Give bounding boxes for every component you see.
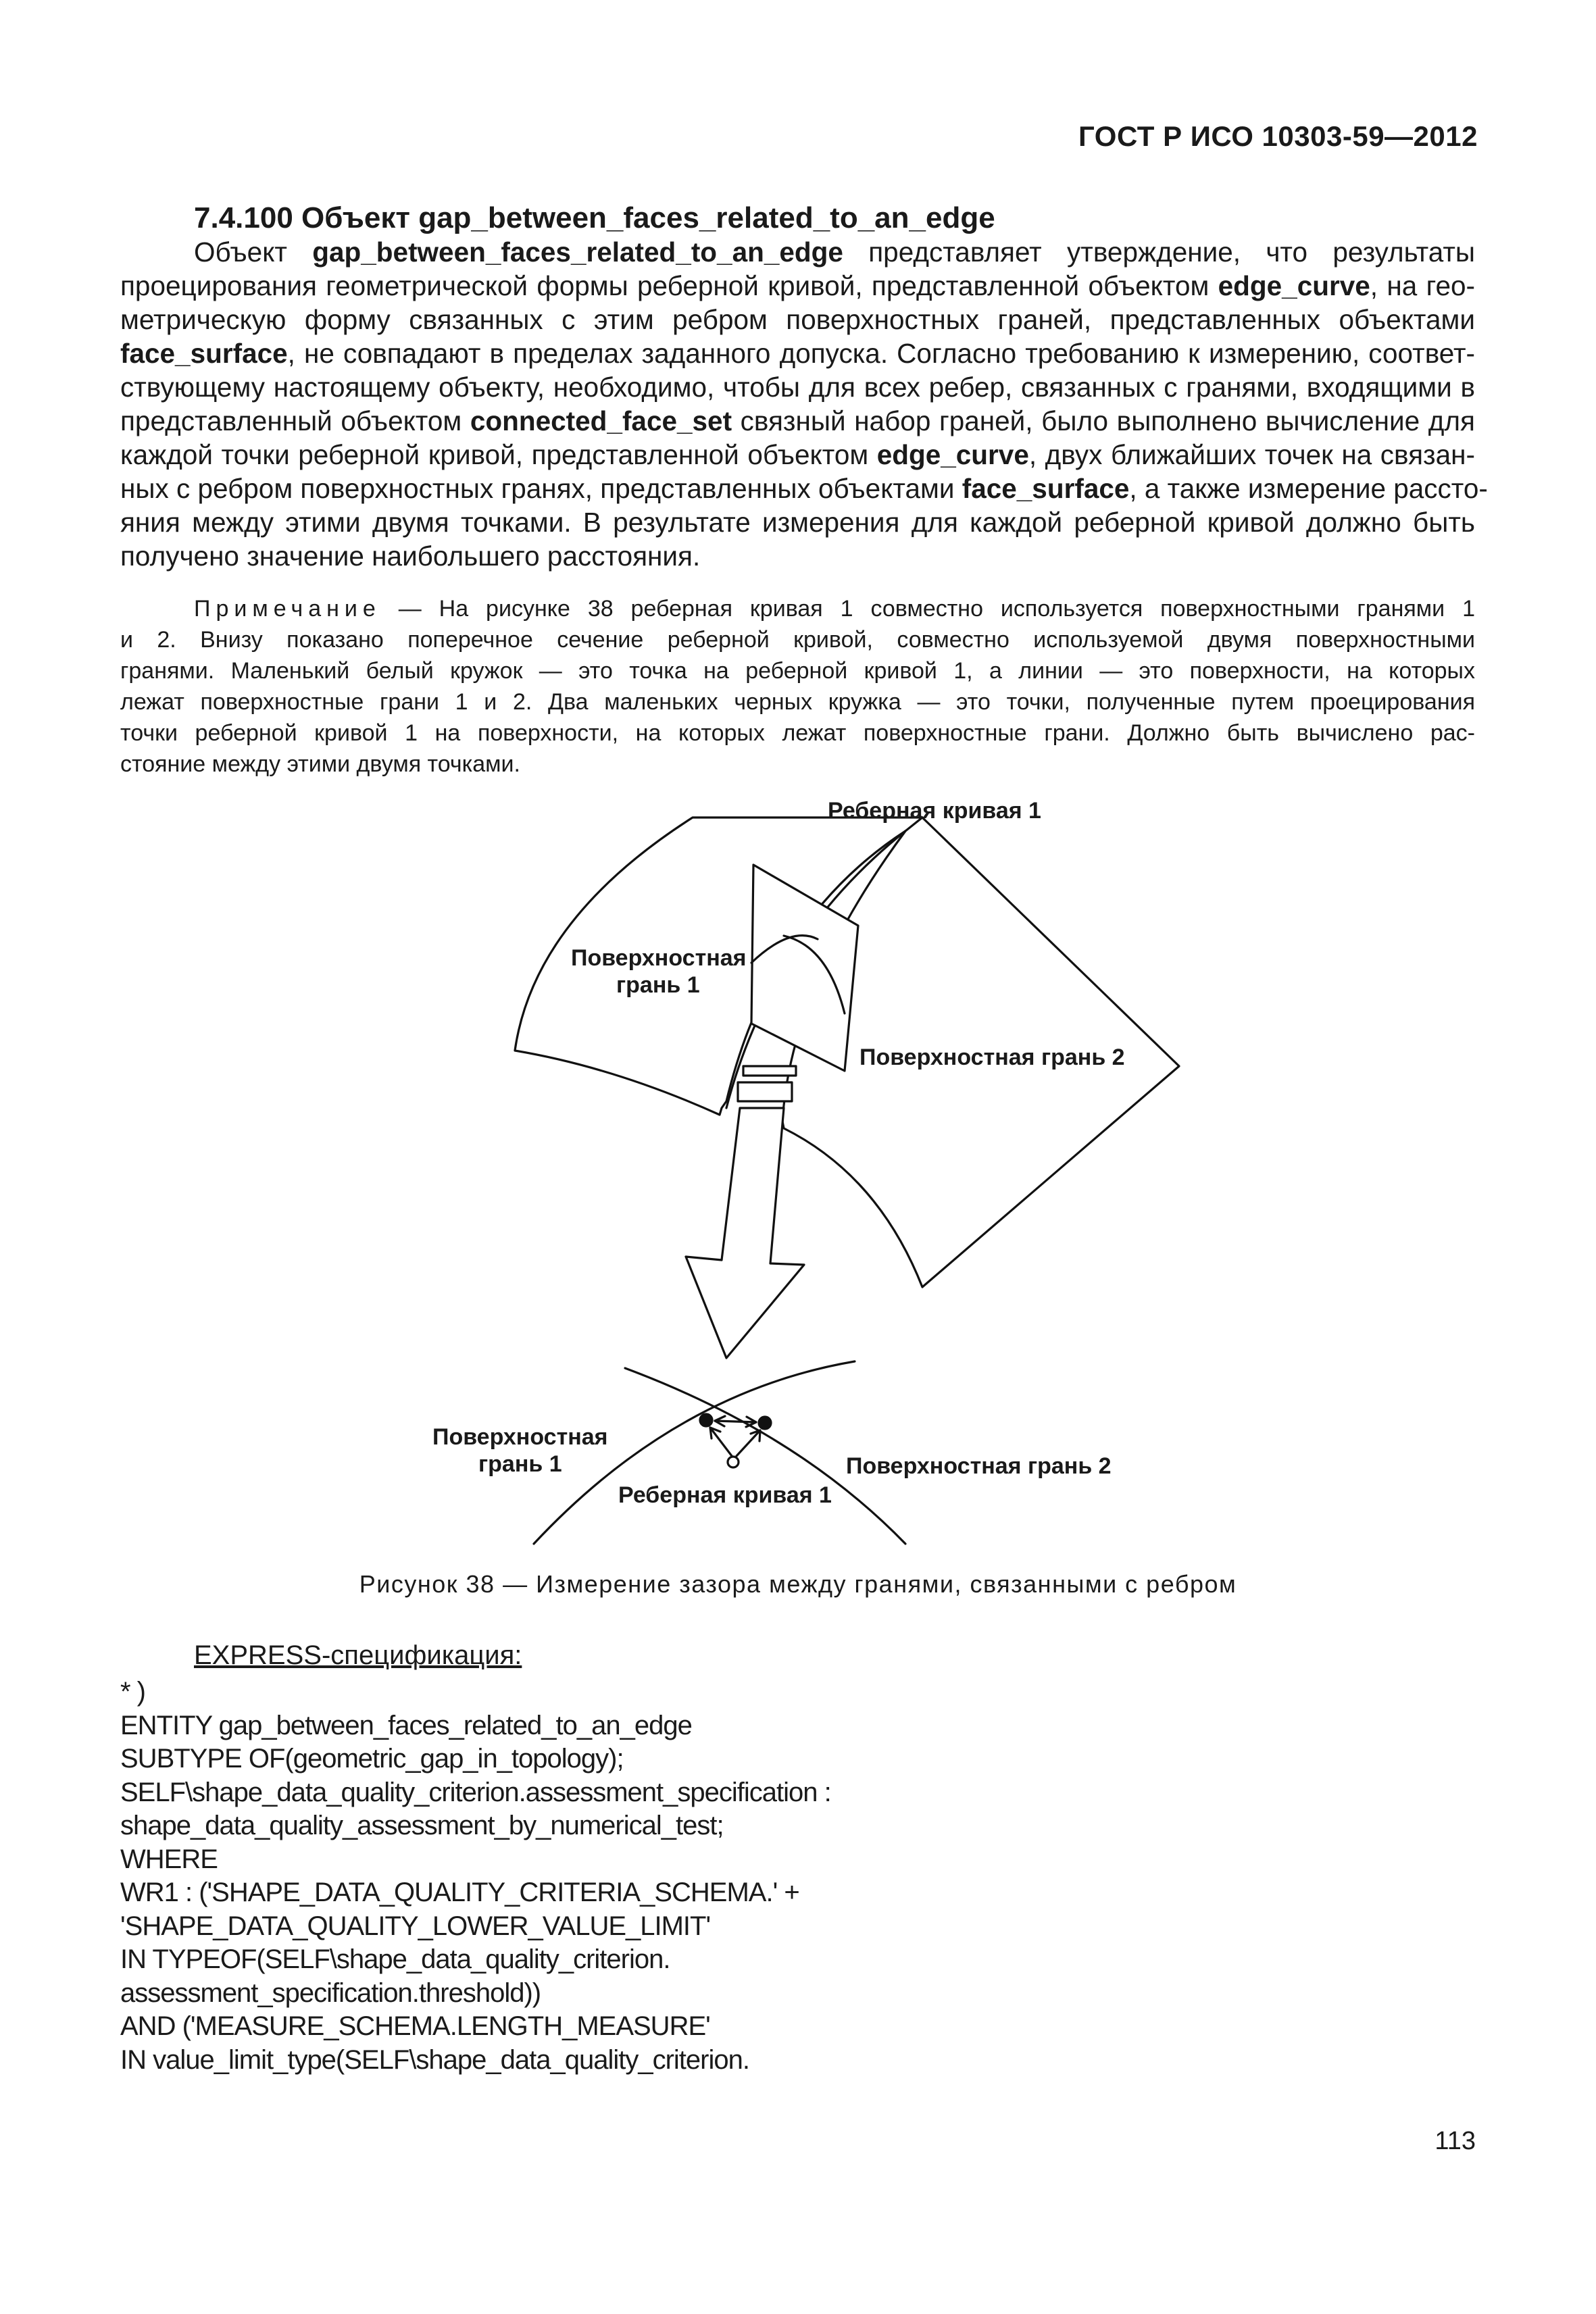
text-run: связный набор граней, было выполнено вычисление для [732,405,1475,436]
distance-arrow [715,1421,756,1422]
text-run: , не совпадают в пределах заданного допуска. Согласно требованию к измерению, соответ- [287,338,1475,369]
projected-point-right [759,1417,771,1429]
note-text: лежат поверхностные грани 1 и 2. Два маленьких черных кружка — это точки, полученные путем проецирования [120,689,1475,715]
figure-38 [0,784,1596,1567]
express-spec-heading: EXPRESS-спецификация: [194,1640,522,1670]
code-line: SUBTYPE OF(geometric_gap_in_topology); [120,1744,624,1774]
entity-name: face_surface [120,338,288,369]
text-run: представленный объектом [120,405,470,436]
text-run: получено значение наибольшего расстояния. [120,540,701,572]
entity-name: connected_face_set [470,405,732,436]
code-line: * ) [120,1677,145,1707]
text-run: метрическую форму связанных с этим ребром поверхностных граней, представленных объектами [120,304,1475,335]
paragraph-line [120,505,1475,539]
note-text: точки реберной кривой 1 на поверхности, на которых лежат поверхностные грани. Должно быть вычислено рас- [120,720,1475,746]
label-face2-bottom: Поверхностная грань 2 [846,1453,1112,1479]
note-line [120,686,1475,718]
paragraph-line [120,404,1475,438]
label-face2-top: Поверхностная грань 2 [859,1045,1125,1070]
text-run: , на гео- [1370,270,1475,301]
note-text: — На рисунке 38 реберная кривая 1 совместно используется поверхностными гранями 1 [380,596,1475,622]
label-face1-bottom-a: Поверхностная [432,1424,608,1450]
section-plane [751,865,858,1071]
projected-point-left [700,1414,712,1426]
paragraph-line [120,235,1475,269]
projection-arrow-left [710,1428,732,1456]
express-code-block [120,1676,831,2077]
note-text: гранями. Маленький белый кружок — это точка на реберной кривой 1, а линии — это поверхности, на которых [120,658,1475,684]
note-text: стояние между этими двумя точками. [120,751,520,777]
connector-top [743,1066,796,1076]
entity-name: edge_curve [1218,270,1370,301]
note-line [120,624,1475,655]
entity-name: face_surface [962,473,1130,504]
code-line: assessment_specification.threshold)) [120,1978,541,2008]
label-face1-top-a: Поверхностная [571,945,747,971]
paragraph-line [120,336,1475,370]
note-line [120,593,1475,624]
text-run: ных с ребром поверхностных гранях, представленных объектами [120,473,962,504]
paragraph-line [120,539,1475,573]
code-line: SELF\shape_data_quality_criterion.assessment_specification : [120,1777,831,1807]
page-number: 113 [1435,2127,1476,2155]
section-paragraph [120,235,1488,573]
text-run: яния между этими двумя точками. В результате измерения для каждой реберной кривой должно быть [120,507,1475,538]
connector-bottom [738,1082,792,1101]
note-text: и 2. Внизу показано поперечное сечение реберной кривой, совместно используемой двумя поверхностными [120,627,1475,653]
text-run: Объект [194,236,313,268]
code-line: IN value_limit_type(SELF\shape_data_quality_criterion. [120,2044,749,2075]
note-line [120,655,1475,686]
paragraph-line [120,269,1475,303]
figure-drawing [0,784,1596,1567]
paragraph-line [120,438,1475,472]
document-header: ГОСТ Р ИСО 10303-59—2012 [1078,120,1478,152]
code-line: IN TYPEOF(SELF\shape_data_quality_criterion. [120,1944,670,1974]
text-run: проецирования геометрической формы реберной кривой, представленной объектом [120,270,1218,301]
code-line: WR1 : ('SHAPE_DATA_QUALITY_CRITERIA_SCHEMA.' + [120,1878,799,1907]
face-2-section-arc [534,1361,855,1544]
paragraph-line [120,370,1475,404]
paragraph-line [120,303,1475,336]
label-face1-bottom-b: грань 1 [478,1451,562,1477]
entity-name: edge_curve [876,439,1029,470]
code-line: WHERE [120,1844,218,1874]
text-run: , а также измерение рассто- [1129,473,1488,504]
edge-curve-point [728,1457,739,1467]
note-line [120,718,1475,749]
text-run: ствующему настоящему объекту, необходимо, чтобы для всех ребер, связанных с гранями, входящими в [120,372,1475,403]
label-face1-top-b: грань 1 [616,972,700,998]
code-line: shape_data_quality_assessment_by_numerical_test; [120,1811,724,1840]
note-label: Примечание [194,596,381,622]
text-run: , двух ближайших точек на связан- [1028,439,1475,470]
code-line: ENTITY gap_between_faces_related_to_an_edge [120,1710,692,1740]
label-edge-curve-top: Реберная кривая 1 [828,798,1041,824]
section-title: 7.4.100 Объект gap_between_faces_related_to_an_edge [194,201,995,234]
code-line: AND ('MEASURE_SCHEMA.LENGTH_MEASURE' [120,2011,710,2041]
note-paragraph [120,593,1475,780]
note-line [120,749,1475,780]
label-edge-curve-bottom: Реберная кривая 1 [618,1482,832,1508]
figure-caption: Рисунок 38 — Измерение зазора между гранями, связанными с ребром [359,1570,1237,1598]
paragraph-line [120,472,1488,505]
code-line: 'SHAPE_DATA_QUALITY_LOWER_VALUE_LIMIT' [120,1911,711,1941]
down-arrow [686,1108,804,1358]
entity-name: gap_between_faces_related_to_an_edge [312,236,843,268]
text-run: представляет утверждение, что результаты [843,236,1475,268]
projection-arrow-right [737,1430,760,1456]
text-run: каждой точки реберной кривой, представленной объектом [120,439,877,470]
